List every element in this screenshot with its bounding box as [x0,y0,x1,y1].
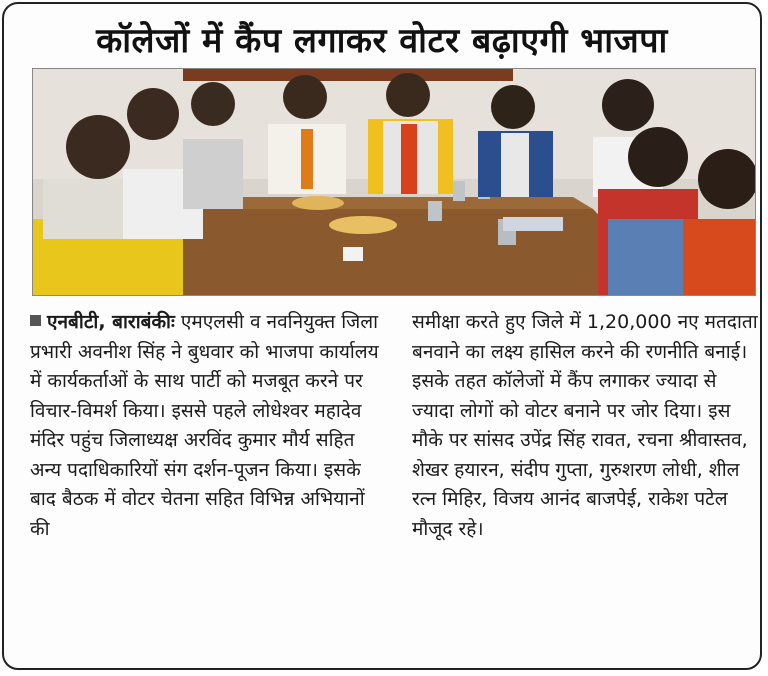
dateline: एनबीटी, बाराबंकीः [47,311,175,333]
meeting-photo-icon [33,69,755,295]
square-bullet-icon [30,315,41,326]
article-column-left [30,308,382,544]
article-text-right: समीक्षा करते हुए जिले में 1,20,000 नए मतदाता बनवाने का लक्ष्य हासिल करने की रणनीति बनाई। इसके तहत कॉलेजों में कैंप लगाकर ज्यादा से ज्यादा लोगों को वोटर बनाने पर जोर दिया। इस मौके पर सांसद उपेंद्र सिंह रावत, रचना श्रीवास्तव, शेखर हयारन, संदीप गुप्ता, गुरुशरण लोधी, शील रत्न मिहिर, विजय आनंद बाजपेई, राकेश पटेल मौजूद रहे। [412,311,758,540]
article-text-left: एमएलसी व नवनियुक्त जिला प्रभारी अवनीश सिंह ने बुधवार को भाजपा कार्यालय में कार्यकर्ताओं के साथ पार्टी को मजबूत करने पर विचार-विमर्श किया। इससे पहले लोधेश्वर महादेव मंदिर पहुंच जिलाध्यक्ष अरविंद कुमार मौर्य सहित अन्य पदाधिकारियों संग दर्शन-पूजन किया। इसके बाद बैठक में वोटर चेतना सहित विभिन्न अभियानों की [30,311,379,540]
article-column-right [412,308,762,544]
headline: कॉलेजों में कैंप लगाकर वोटर बढ़ाएगी भाजपा [96,21,668,61]
meeting-photo [32,68,756,296]
